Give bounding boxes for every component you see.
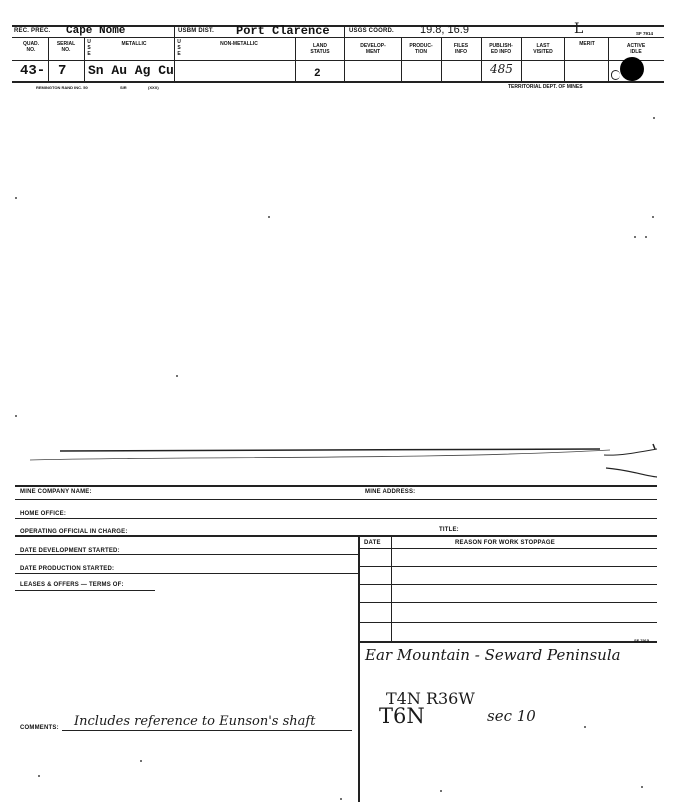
mine-company-label: MINE COMPANY NAME:	[20, 489, 92, 495]
col-land-status: LAND STATUS	[310, 43, 330, 55]
usgs-coord-label: USGS COORD.	[349, 28, 394, 34]
col-use-metallic: U S E	[87, 39, 91, 57]
col-development: DEVELOP- MENT	[360, 43, 386, 55]
comments-label: COMMENTS:	[20, 725, 59, 731]
date-production-label: DATE PRODUCTION STARTED:	[20, 566, 115, 572]
bottom-top-rule	[15, 485, 657, 487]
form-number-top: SF 7914	[636, 31, 654, 36]
mine-address-label: MINE ADDRESS:	[365, 489, 416, 495]
col-published-info: PUBLISH- ED INFO	[489, 43, 513, 55]
headers-bottom-rule	[12, 60, 664, 61]
col-files-info: FILES INFO	[453, 43, 469, 55]
published-info-value: 485	[490, 62, 513, 76]
quad-no-value: 43-	[20, 63, 46, 79]
col-use-non-metallic: U S E	[177, 39, 181, 57]
date-development-label: DATE DEVELOPMENT STARTED:	[20, 548, 120, 554]
comments-value: Includes reference to Eunson's shaft	[74, 714, 316, 729]
form-number-bottom: SF 7915	[634, 638, 650, 643]
col-quad-no: QUAD. NO.	[22, 41, 40, 53]
row-bottom-rule	[12, 81, 664, 83]
metallic-value: Sn Au Ag Cu	[88, 63, 174, 78]
serial-no-value: 7	[58, 63, 67, 79]
footer-code: (XXX)	[148, 85, 159, 90]
col-active-idle: ACTIVE IDLE	[626, 43, 646, 55]
location-note: Ear Mountain - Seward Peninsula	[365, 646, 621, 664]
title-label: TITLE:	[439, 527, 459, 533]
section-note: sec 10	[487, 707, 536, 725]
col-merit: MERIT	[579, 41, 595, 47]
center-divider	[358, 536, 360, 802]
col-non-metallic: NON-METALLIC	[220, 41, 258, 47]
pen-stroke	[611, 70, 620, 80]
footer-printer: REMINGTON RAND INC. 50	[36, 85, 88, 90]
operating-official-label: OPERATING OFFICIAL IN CHARGE:	[20, 529, 128, 535]
home-office-label: HOME OFFICE:	[20, 511, 67, 517]
t6n-note: T6N	[379, 704, 425, 728]
rec-prec-value: Cape Nome	[66, 25, 126, 37]
rec-prec-label: REC. PREC.	[14, 28, 51, 34]
leases-label: LEASES & OFFERS — TERMS OF:	[20, 582, 124, 588]
township-range-note: T4N R36W	[386, 689, 475, 708]
col-production: PRODUC- TION	[409, 43, 433, 55]
corner-mark: L	[574, 21, 584, 37]
usgs-coord-value: 19.8, 16.9	[420, 24, 469, 36]
col-last-visited: LAST VISITED	[533, 43, 553, 55]
date-col-label: DATE	[364, 540, 381, 546]
usbm-dist-label: USBM DIST.	[178, 28, 215, 34]
usbm-dist-value: Port Clarence	[236, 24, 330, 38]
col-serial-no: SERIAL NO.	[56, 41, 76, 53]
col-metallic: METALLIC	[121, 41, 147, 47]
footer-sir: SIR	[120, 85, 127, 90]
punch-mark	[620, 57, 644, 81]
header-rule	[12, 37, 664, 38]
footer-territorial: TERRITORIAL DEPT. OF MINES	[508, 84, 583, 90]
reason-col-label: REASON FOR WORK STOPPAGE	[455, 540, 555, 546]
land-status-value: 2	[314, 68, 321, 80]
